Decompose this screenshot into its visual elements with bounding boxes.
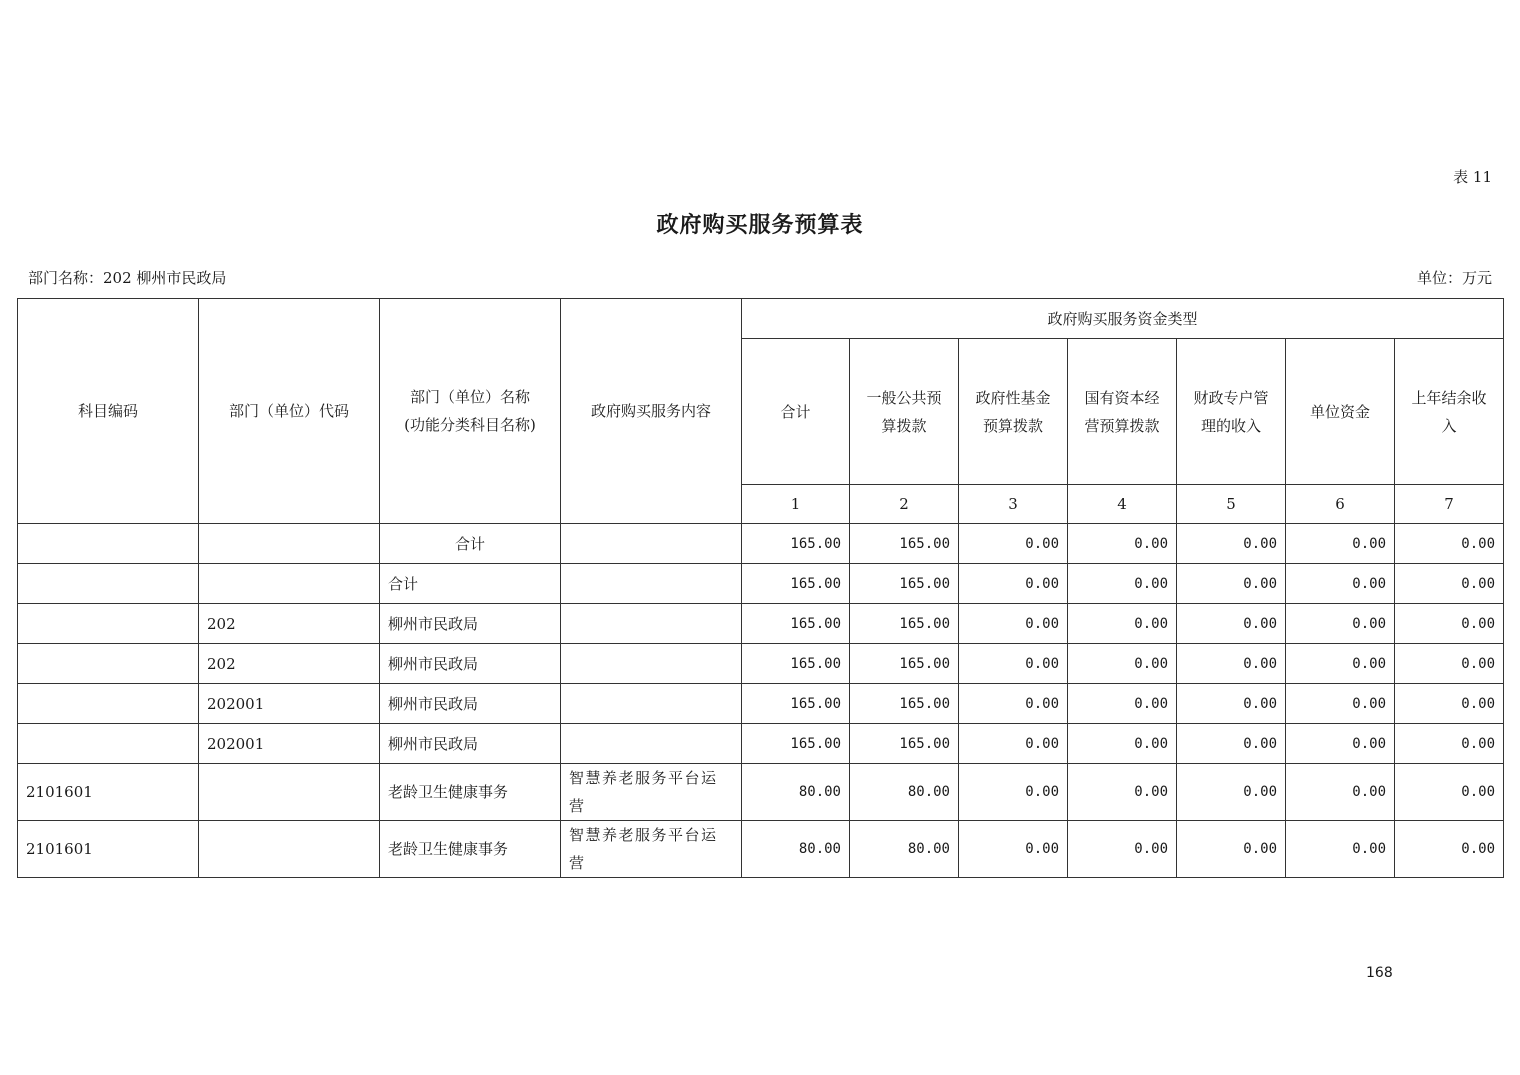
header-fund-type bbox=[1177, 339, 1286, 485]
header-fund-type-line1: 一般公共预 bbox=[866, 388, 942, 407]
cell-amount: 0.00 bbox=[1395, 684, 1504, 724]
cell-dept-name: 柳州市民政局 bbox=[380, 644, 561, 684]
cell-amount: 0.00 bbox=[1286, 764, 1395, 821]
cell-subject-code: 2101601 bbox=[18, 764, 199, 821]
header-fund-type bbox=[742, 339, 850, 485]
cell-amount: 0.00 bbox=[1286, 604, 1395, 644]
cell-content bbox=[561, 684, 742, 724]
header-fund-type bbox=[850, 339, 959, 485]
cell-dept-name: 合计 bbox=[380, 564, 561, 604]
header-column-number: 2 bbox=[850, 485, 959, 524]
table-number: 表 11 bbox=[1453, 168, 1492, 186]
cell-amount: 0.00 bbox=[1177, 604, 1286, 644]
header-fund-type-line2: 营预算拨款 bbox=[1084, 416, 1160, 435]
cell-subject-code bbox=[18, 564, 199, 604]
table-row bbox=[18, 684, 1504, 724]
cell-amount: 80.00 bbox=[742, 821, 850, 878]
cell-amount: 0.00 bbox=[1068, 644, 1177, 684]
cell-amount: 0.00 bbox=[1395, 524, 1504, 564]
cell-amount: 0.00 bbox=[959, 564, 1068, 604]
header-column-number: 4 bbox=[1068, 485, 1177, 524]
cell-amount: 0.00 bbox=[1286, 684, 1395, 724]
cell-amount: 0.00 bbox=[1286, 821, 1395, 878]
header-fund-type-line1: 单位资金 bbox=[1309, 402, 1370, 421]
cell-dept-name: 老龄卫生健康事务 bbox=[380, 821, 561, 878]
header-fund-group: 政府购买服务资金类型 bbox=[742, 299, 1504, 339]
cell-amount: 0.00 bbox=[1177, 524, 1286, 564]
header-fund-type-line2: 算拨款 bbox=[881, 416, 927, 435]
header-column-number: 1 bbox=[742, 485, 850, 524]
cell-amount: 0.00 bbox=[1286, 524, 1395, 564]
cell-amount: 0.00 bbox=[1068, 524, 1177, 564]
cell-amount: 165.00 bbox=[850, 724, 959, 764]
header-fund-type-line1: 政府性基金 bbox=[975, 388, 1051, 407]
table-row bbox=[18, 604, 1504, 644]
cell-dept-code bbox=[199, 764, 380, 821]
cell-amount: 0.00 bbox=[1177, 644, 1286, 684]
cell-subject-code bbox=[18, 644, 199, 684]
cell-amount: 0.00 bbox=[1068, 564, 1177, 604]
cell-subject-code: 2101601 bbox=[18, 821, 199, 878]
header-content: 政府购买服务内容 bbox=[561, 299, 742, 524]
cell-amount: 165.00 bbox=[850, 564, 959, 604]
cell-content bbox=[561, 724, 742, 764]
cell-dept-code bbox=[199, 821, 380, 878]
cell-dept-name: 合计 bbox=[380, 524, 561, 564]
cell-amount: 0.00 bbox=[959, 764, 1068, 821]
cell-content: 智慧养老服务平台运营 bbox=[561, 821, 742, 878]
cell-amount: 165.00 bbox=[742, 524, 850, 564]
budget-table bbox=[17, 298, 1504, 878]
cell-dept-code: 202 bbox=[199, 604, 380, 644]
cell-amount: 0.00 bbox=[1395, 764, 1504, 821]
cell-content: 智慧养老服务平台运营 bbox=[561, 764, 742, 821]
cell-amount: 0.00 bbox=[1395, 724, 1504, 764]
cell-dept-name: 柳州市民政局 bbox=[380, 684, 561, 724]
cell-subject-code bbox=[18, 724, 199, 764]
cell-amount: 0.00 bbox=[959, 524, 1068, 564]
cell-content bbox=[561, 604, 742, 644]
header-fund-type-line1: 上年结余收 bbox=[1411, 388, 1487, 407]
header-dept-name-line1: 部门（单位）名称 bbox=[409, 388, 530, 406]
cell-amount: 0.00 bbox=[1177, 724, 1286, 764]
cell-amount: 0.00 bbox=[1068, 684, 1177, 724]
cell-amount: 165.00 bbox=[742, 724, 850, 764]
cell-amount: 0.00 bbox=[1177, 684, 1286, 724]
cell-amount: 165.00 bbox=[850, 604, 959, 644]
table-row bbox=[18, 764, 1504, 821]
cell-amount: 0.00 bbox=[1395, 821, 1504, 878]
header-dept-name bbox=[380, 299, 561, 524]
table-row bbox=[18, 564, 1504, 604]
cell-dept-code bbox=[199, 524, 380, 564]
table-row bbox=[18, 821, 1504, 878]
cell-amount: 0.00 bbox=[1068, 821, 1177, 878]
cell-dept-code: 202001 bbox=[199, 724, 380, 764]
cell-amount: 0.00 bbox=[1068, 724, 1177, 764]
header-fund-type-line2: 入 bbox=[1441, 416, 1457, 435]
unit-label: 单位：万元 bbox=[1416, 269, 1492, 287]
cell-amount: 0.00 bbox=[1286, 644, 1395, 684]
cell-dept-name: 柳州市民政局 bbox=[380, 724, 561, 764]
header-subject-code: 科目编码 bbox=[18, 299, 199, 524]
header-fund-type-line1: 财政专户管 bbox=[1193, 388, 1269, 407]
cell-amount: 0.00 bbox=[1177, 821, 1286, 878]
cell-amount: 0.00 bbox=[959, 821, 1068, 878]
department-label: 部门名称：202 柳州市民政局 bbox=[28, 269, 227, 287]
cell-subject-code bbox=[18, 684, 199, 724]
cell-dept-name: 柳州市民政局 bbox=[380, 604, 561, 644]
cell-amount: 165.00 bbox=[742, 604, 850, 644]
header-fund-type bbox=[1395, 339, 1504, 485]
cell-amount: 0.00 bbox=[959, 604, 1068, 644]
cell-dept-code: 202 bbox=[199, 644, 380, 684]
document-title: 政府购买服务预算表 bbox=[656, 212, 864, 238]
header-fund-type-line2: 预算拨款 bbox=[982, 416, 1043, 435]
cell-amount: 165.00 bbox=[742, 564, 850, 604]
cell-amount: 0.00 bbox=[959, 684, 1068, 724]
header-fund-type-line2: 理的收入 bbox=[1200, 416, 1261, 435]
table-row bbox=[18, 724, 1504, 764]
header-column-number: 7 bbox=[1395, 485, 1504, 524]
cell-amount: 0.00 bbox=[1395, 604, 1504, 644]
header-column-number: 3 bbox=[959, 485, 1068, 524]
cell-amount: 0.00 bbox=[1395, 644, 1504, 684]
cell-content bbox=[561, 524, 742, 564]
header-fund-type bbox=[1286, 339, 1395, 485]
cell-amount: 0.00 bbox=[1286, 564, 1395, 604]
page-number: 168 bbox=[1366, 965, 1393, 981]
header-dept-code: 部门（单位）代码 bbox=[199, 299, 380, 524]
cell-amount: 165.00 bbox=[850, 684, 959, 724]
cell-amount: 165.00 bbox=[742, 684, 850, 724]
header-fund-type bbox=[959, 339, 1068, 485]
table-row bbox=[18, 644, 1504, 684]
cell-amount: 0.00 bbox=[959, 644, 1068, 684]
cell-content bbox=[561, 644, 742, 684]
cell-subject-code bbox=[18, 604, 199, 644]
header-fund-type bbox=[1068, 339, 1177, 485]
header-dept-name-line2: (功能分类科目名称) bbox=[404, 416, 536, 434]
cell-amount: 0.00 bbox=[1068, 604, 1177, 644]
header-fund-type-line1: 国有资本经 bbox=[1084, 388, 1160, 407]
cell-content bbox=[561, 564, 742, 604]
cell-amount: 0.00 bbox=[1177, 764, 1286, 821]
cell-amount: 165.00 bbox=[850, 644, 959, 684]
cell-amount: 0.00 bbox=[1395, 564, 1504, 604]
cell-amount: 165.00 bbox=[850, 524, 959, 564]
header-column-number: 6 bbox=[1286, 485, 1395, 524]
cell-amount: 80.00 bbox=[742, 764, 850, 821]
cell-amount: 0.00 bbox=[1286, 724, 1395, 764]
cell-dept-name: 老龄卫生健康事务 bbox=[380, 764, 561, 821]
cell-dept-code: 202001 bbox=[199, 684, 380, 724]
cell-amount: 0.00 bbox=[959, 724, 1068, 764]
cell-amount: 80.00 bbox=[850, 821, 959, 878]
table-row bbox=[18, 524, 1504, 564]
header-fund-type-line1: 合计 bbox=[780, 402, 811, 421]
cell-subject-code bbox=[18, 524, 199, 564]
header-column-number: 5 bbox=[1177, 485, 1286, 524]
cell-amount: 165.00 bbox=[742, 644, 850, 684]
cell-amount: 80.00 bbox=[850, 764, 959, 821]
cell-amount: 0.00 bbox=[1068, 764, 1177, 821]
cell-amount: 0.00 bbox=[1177, 564, 1286, 604]
cell-dept-code bbox=[199, 564, 380, 604]
